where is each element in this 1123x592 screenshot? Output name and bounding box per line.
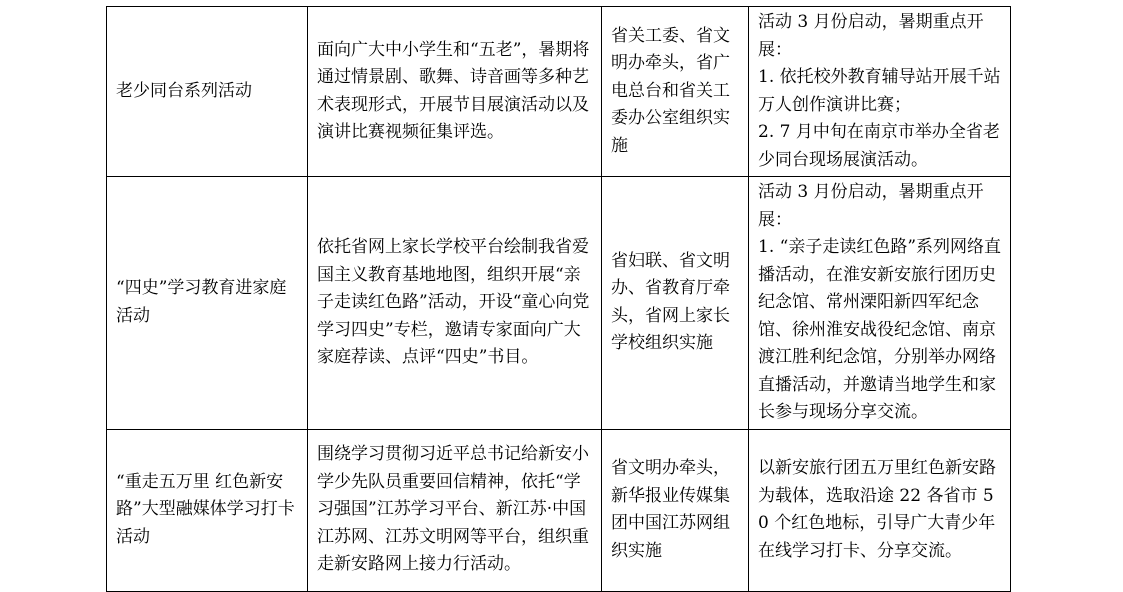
activity-name-cell	[107, 7, 308, 177]
activity-organizer-cell	[602, 7, 749, 177]
table-row	[107, 7, 1011, 177]
activity-name: “重走五万里 红色新安路”大型融媒体学习打卡活动	[116, 471, 295, 547]
activity-content: 围绕学习贯彻习近平总书记给新安小学少先队员重要回信精神，依托“学习强国”江苏学习平台、新江苏·中国江苏网、江苏文明网等平台，组织重走新安路网上接力行活动。	[317, 444, 589, 575]
activity-schedule-cell	[749, 429, 1011, 591]
activity-organizer: 省妇联、省文明办、省教育厅牵头，省网上家长学校组织实施	[611, 250, 730, 354]
activities-table	[106, 6, 1011, 592]
activity-content-cell	[308, 429, 602, 591]
schedule-line: 2. 7 月中旬在南京市举办全省老少同台现场展演活动。	[758, 122, 1000, 170]
activity-organizer-cell	[602, 429, 749, 591]
schedule-line: 活动 3 月份启动，暑期重点开展：	[758, 12, 984, 60]
activity-organizer: 省文明办牵头，新华报业传媒集团中国江苏网组织实施	[611, 458, 730, 561]
activity-content: 依托省网上家长学校平台绘制我省爱国主义教育基地地图，组织开展“亲子走读红色路”活动，开设“童心向党 学习四史”专栏，邀请专家面向广大家庭荐读、点评“四史”书目。	[317, 237, 590, 367]
activity-name-cell	[107, 429, 308, 591]
table-row	[107, 429, 1011, 591]
schedule-line: 1. “亲子走读红色路”系列网络直播活动，在淮安新安旅行团历史纪念馆、常州溧阳新四军纪念馆、徐州淮安战役纪念馆、南京渡江胜利纪念馆，分别举办网络直播活动，并邀请当地学生和家长参与现场分享交流。	[758, 237, 1002, 422]
activity-name-cell	[107, 177, 308, 430]
activity-content-cell	[308, 177, 602, 430]
activity-name: 老少同台系列活动	[116, 80, 252, 101]
schedule-line: 活动 3 月份启动，暑期重点开展：	[758, 182, 984, 230]
activity-name: “四史”学习教育进家庭活动	[116, 278, 287, 326]
activity-schedule-cell	[749, 177, 1011, 430]
activity-content: 面向广大中小学生和“五老”，暑期将通过情景剧、歌舞、诗音画等多种艺术表现形式，开展节目展演活动以及演讲比赛视频征集评选。	[317, 39, 590, 142]
schedule-line: 以新安旅行团五万里红色新安路为载体，选取沿途 22 各省市 50 个红色地标，引导广大青少年在线学习打卡、分享交流。	[758, 458, 996, 561]
activity-organizer-cell	[602, 177, 749, 430]
activity-schedule-cell	[749, 7, 1011, 177]
activity-content-cell	[308, 7, 602, 177]
table-row	[107, 177, 1011, 430]
activity-organizer: 省关工委、省文明办牵头，省广电总台和省关工委办公室组织实施	[611, 25, 730, 156]
schedule-line: 1. 依托校外教育辅导站开展千站万人创作演讲比赛；	[758, 67, 1001, 115]
